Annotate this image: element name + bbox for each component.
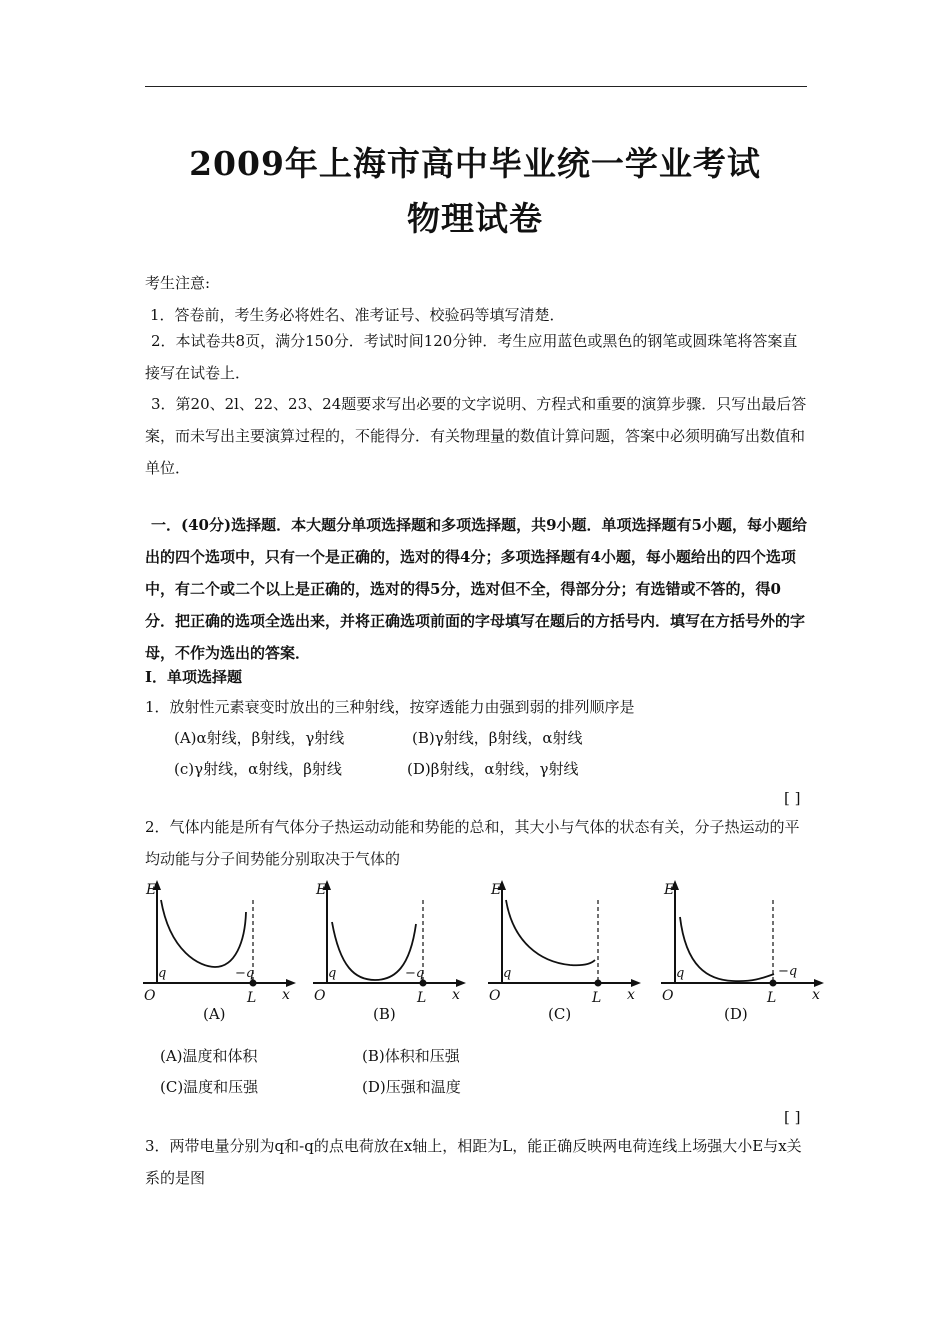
section-intro: 一．(40分)选择题．本大题分单项选择题和多项选择题，共9小题．单项选择题有5小题，每小题给出的四个选项中，只有一个是正确的，选对的得4分；多项选择题有4小题，每小题给出的四个选项中，有二个或二个以上是正确的，选对的得5分，选对但不全，得部分分；有选错或不答的，得0分．把正确的选项全选出来，并将正确选项前面的字母填写在题后的方括号内．填写在方括号外的字母，不作为选出的答案．: [145, 516, 807, 662]
x-axis-label: x: [812, 987, 820, 1003]
y-axis-label: E: [316, 882, 327, 898]
distance-label: L: [417, 990, 427, 1006]
y-axis-label: E: [664, 882, 675, 898]
section-subheading: Ⅰ．单项选择题: [145, 668, 243, 686]
origin-label: O: [314, 988, 326, 1004]
notice-heading: 考生注意:: [145, 274, 211, 292]
q2-option-d: (D)压强和温度: [362, 1078, 461, 1096]
distance-label: L: [767, 990, 777, 1006]
energy-graphs-figure: [140, 872, 830, 1027]
origin-label: O: [144, 988, 156, 1004]
charge-neg-q-label: −q: [778, 964, 798, 979]
caption-b: (B): [373, 1005, 396, 1023]
caption-d: (D): [724, 1005, 748, 1023]
charge-q-label: q: [676, 966, 685, 981]
graph-b: [313, 880, 466, 1023]
x-axis-label: x: [452, 987, 460, 1003]
q3-stem: 3．两带电量分别为q和-q的点电荷放在x轴上，相距为L，能正确反映两电荷连线上场强大小E与x关系的是图: [145, 1137, 802, 1187]
graph-d: [661, 880, 824, 1023]
q1-option-b: (B)γ射线，β射线，α射线: [412, 729, 583, 747]
graph-c: [488, 880, 641, 1023]
x-axis-label: x: [282, 987, 290, 1003]
top-rule: [145, 86, 807, 87]
distance-label: L: [247, 990, 257, 1006]
notice-item-2: 2．本试卷共8页，满分150分．考试时间120分钟．考生应用蓝色或黑色的钢笔或圆珠笔将答案直接写在试卷上．: [145, 332, 798, 382]
exam-title: 2009年上海市高中毕业统一学业考试: [189, 144, 761, 183]
q1-stem: 1．放射性元素衰变时放出的三种射线，按穿透能力由强到弱的排列顺序是: [145, 698, 635, 716]
exam-subtitle: 物理试卷: [407, 199, 543, 238]
x-axis-label: x: [627, 987, 635, 1003]
q1-option-a: (A)α射线，β射线，γ射线: [174, 729, 345, 747]
distance-label: L: [592, 990, 602, 1006]
q2-answer-bracket: [ ]: [784, 1108, 801, 1126]
q2-option-b: (B)体积和压强: [362, 1047, 460, 1065]
origin-label: O: [662, 988, 674, 1004]
notice-item-3: 3．第20、2l、22、23、24题要求写出必要的文字说明、方程式和重要的演算步骤．只写出最后答案，而未写出主要演算过程的，不能得分．有关物理量的数值计算问题，答案中必须明确写出数值和单位．: [145, 395, 807, 477]
caption-c: (C): [548, 1005, 572, 1023]
charge-q-label: q: [328, 966, 337, 981]
q2-option-c: (C)温度和压强: [160, 1078, 259, 1096]
q1-option-c: (c)γ射线，α射线，β射线: [174, 760, 342, 778]
y-axis-label: E: [491, 882, 502, 898]
q1-answer-bracket: [ ]: [784, 789, 801, 807]
origin-label: O: [489, 988, 501, 1004]
q2-option-a: (A)温度和体积: [160, 1047, 258, 1065]
caption-a: (A): [203, 1005, 226, 1023]
charge-q-label: q: [158, 966, 167, 981]
notice-item-1: 1．答卷前，考生务必将姓名、准考证号、校验码等填写清楚．: [150, 306, 565, 324]
graph-a: [143, 880, 296, 1023]
q2-stem: 2．气体内能是所有气体分子热运动动能和势能的总和，其大小与气体的状态有关，分子热运动的平均动能与分子间势能分别取决于气体的: [145, 818, 800, 868]
y-axis-label: E: [146, 882, 157, 898]
q1-option-d: (D)β射线，α射线，γ射线: [407, 760, 579, 778]
charge-neg-q-label: −q: [405, 966, 425, 981]
charge-q-label: q: [503, 966, 512, 981]
charge-neg-q-label: −q: [235, 966, 255, 981]
